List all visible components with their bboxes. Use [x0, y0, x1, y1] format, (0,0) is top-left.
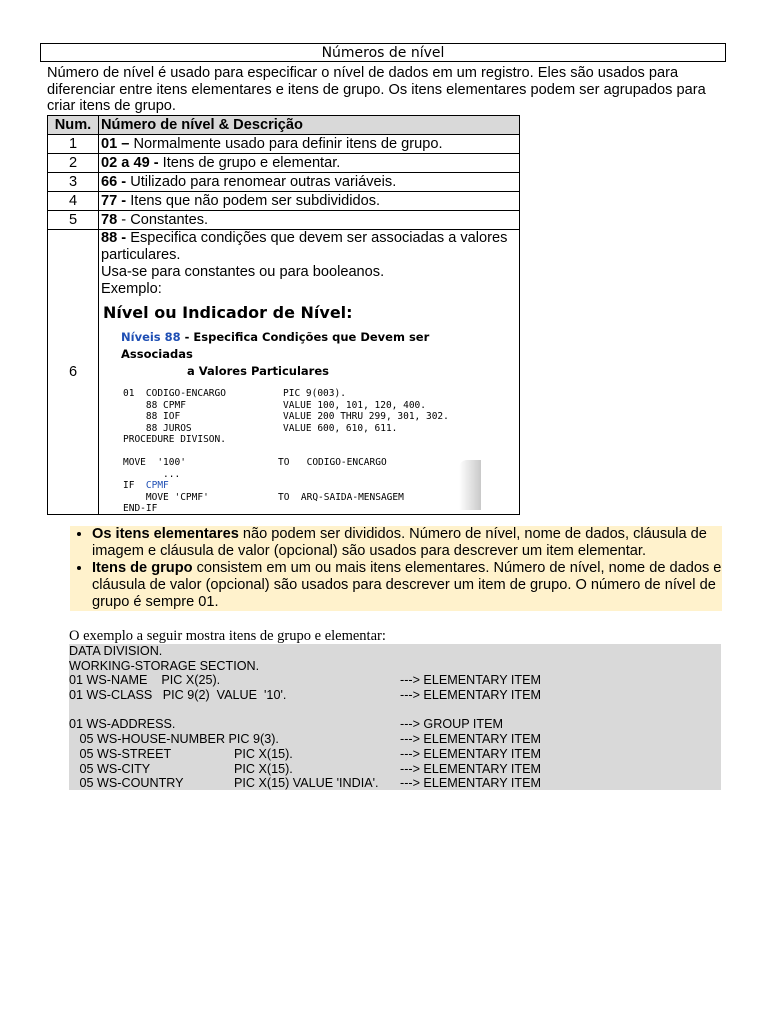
level-text: - Constantes.: [117, 211, 209, 228]
figure-code: [123, 388, 481, 515]
table-row: [48, 211, 520, 230]
figure-code-left: MOVE '100': [123, 457, 186, 468]
figure-code-right: PIC 9(003).: [283, 388, 346, 399]
figure-code-line: [123, 423, 481, 435]
code-line: [69, 747, 721, 762]
cobol-code-block: [69, 644, 721, 790]
header-description: Número de nível & Descrição: [99, 116, 520, 135]
document-title: Números de nível: [40, 43, 726, 62]
code-statement: 05 WS-HOUSE-NUMBER PIC 9(3).: [69, 732, 279, 747]
code-comment: ---> ELEMENTARY ITEM: [400, 746, 542, 761]
row-num: 4: [48, 192, 99, 211]
code-comment: ---> ELEMENTARY ITEM: [400, 688, 542, 703]
bullet-text: não podem ser divididos. Número de nível, nome de dados, cláusula de imagem e cláusula de valor (opcional) são usados para descrever um item elementar.: [92, 526, 707, 559]
row-num: 6: [48, 230, 99, 515]
row-num: 2: [48, 154, 99, 173]
code-clause: PIC X(15).: [234, 746, 293, 761]
figure-code-left: 88 JUROS: [123, 422, 192, 434]
level-text: Itens que não podem ser subdivididos.: [126, 192, 381, 209]
figure-subtitle-highlight: Níveis 88: [121, 330, 181, 344]
figure-code-left: 88 CPMF: [123, 399, 186, 411]
code-comment: ---> ELEMENTARY ITEM: [400, 732, 542, 747]
code-statement: 01 WS-CLASS PIC 9(2) VALUE '10'.: [69, 688, 287, 703]
row6-line1: [101, 230, 519, 264]
figure-subtitle-line2: a Valores Particulares: [187, 364, 329, 378]
figure-code-right: VALUE 100, 101, 120, 400.: [283, 399, 426, 411]
row-num: 1: [48, 135, 99, 154]
row-description: [99, 211, 520, 230]
code-line: [69, 673, 721, 688]
level-text: Especifica condições que devem ser associadas a valores particulares.: [101, 230, 508, 263]
figure-code-highlight: CPMF: [145, 480, 169, 491]
row-description: [99, 230, 520, 515]
bullet-bold: Itens de grupo: [92, 560, 193, 576]
figure-code-line: [123, 400, 481, 412]
code-line: [69, 717, 721, 732]
figure-code-left: 88 IOF: [123, 411, 181, 422]
level-code: 66 -: [101, 173, 127, 190]
code-comment: ---> ELEMENTARY ITEM: [400, 673, 542, 688]
figure-code-line: [123, 446, 481, 458]
table-row: [48, 135, 520, 154]
figure-code-left: END-IF: [123, 503, 158, 514]
row-description: [99, 135, 520, 154]
intro-paragraph: Número de nível é usado para especificar o nível de dados em um registro. Eles são usados para diferenciar entre itens elementares e itens de grupo. Os itens elementares podem ser agrupados para criar itens de grupo.: [47, 65, 706, 114]
row-num: 3: [48, 173, 99, 192]
code-statement: DATA DIVISION.: [69, 644, 163, 658]
row-description: [99, 173, 520, 192]
figure-code-left: ...: [123, 468, 181, 480]
code-statement: 05 WS-STREET: [69, 746, 172, 761]
figure-code-line: [123, 503, 481, 515]
figure-code-line: [123, 492, 481, 504]
code-statement: 01 WS-NAME PIC X(25).: [69, 673, 221, 688]
figure-corner-shade: [459, 460, 481, 510]
figure-code-line: [123, 388, 481, 400]
level-code: 77 -: [101, 192, 127, 209]
figure-code-line: [123, 457, 481, 469]
code-clause: PIC X(15) VALUE 'INDIA'.: [234, 776, 379, 791]
table-header-row: [48, 116, 520, 135]
list-item: [92, 560, 722, 611]
figure-code-line: [123, 469, 481, 481]
code-statement: WORKING-STORAGE SECTION.: [69, 658, 260, 673]
level-text: Normalmente usado para definir itens de grupo.: [129, 135, 443, 152]
table-row: [48, 154, 520, 173]
example-figure: [101, 303, 481, 514]
code-statement: 05 WS-CITY: [69, 761, 151, 776]
level-code: 01 –: [101, 135, 130, 152]
level-text: Utilizado para renomear outras variáveis.: [126, 173, 397, 190]
figure-title: Nível ou Indicador de Nível:: [103, 303, 353, 322]
row6-line2: Usa-se para constantes ou para booleanos.: [101, 264, 385, 280]
code-line: [69, 732, 721, 747]
bullet-list: [70, 526, 722, 611]
table-row: [48, 230, 520, 515]
code-line: [69, 703, 721, 718]
code-comment: ---> ELEMENTARY ITEM: [400, 776, 542, 791]
level-text: Itens de grupo e elementar.: [158, 154, 341, 171]
figure-code-line: [123, 411, 481, 423]
level-numbers-table: [47, 115, 520, 515]
figure-subtitle-rest: - Especifica Condições que Devem ser Associadas: [121, 330, 430, 361]
code-line: [69, 659, 721, 674]
figure-code-line: [123, 434, 481, 446]
figure-code-left: IF CPMF: [123, 480, 169, 491]
header-num: Num.: [48, 116, 99, 135]
row-num: 5: [48, 211, 99, 230]
code-line: [69, 644, 721, 659]
figure-code-left: 01 CODIGO-ENCARGO: [123, 388, 226, 399]
row-description: [99, 154, 520, 173]
figure-code-left: PROCEDURE DIVISON.: [123, 434, 226, 445]
figure-code-left: MOVE 'CPMF': [123, 491, 209, 503]
code-comment: ---> ELEMENTARY ITEM: [400, 761, 542, 776]
code-line: [69, 762, 721, 777]
code-line: [69, 776, 721, 791]
figure-subtitle: [121, 329, 481, 363]
bullet-bold: Os itens elementares: [92, 526, 239, 542]
bullet-text: consistem em um ou mais itens elementares. Número de nível, nome de dados e cláusula de valor (opcional) são usados para descrever um item de grupo. O número de nível de grupo é sempre 01.: [92, 560, 722, 610]
figure-code-right: VALUE 600, 610, 611.: [283, 422, 398, 434]
code-comment: ---> GROUP ITEM: [400, 717, 503, 732]
figure-code-right: VALUE 200 THRU 299, 301, 302.: [283, 411, 449, 422]
example-intro: O exemplo a seguir mostra itens de grupo e elementar:: [69, 628, 386, 644]
figure-code-right: TO ARQ-SAIDA-MENSAGEM: [278, 491, 404, 503]
list-item: [92, 526, 722, 560]
row6-line3: Exemplo:: [101, 281, 162, 297]
level-code: 78: [101, 211, 118, 228]
code-statement: 05 WS-COUNTRY: [69, 776, 184, 791]
figure-code-line: [123, 480, 481, 492]
code-line: [69, 688, 721, 703]
level-code: 02 a 49 -: [101, 154, 159, 171]
figure-code-right: TO CODIGO-ENCARGO: [278, 457, 387, 468]
code-statement: 01 WS-ADDRESS.: [69, 717, 176, 732]
row-description: [99, 192, 520, 211]
table-row: [48, 192, 520, 211]
code-clause: PIC X(15).: [234, 761, 293, 776]
level-code: 88 -: [101, 230, 127, 246]
table-row: [48, 173, 520, 192]
